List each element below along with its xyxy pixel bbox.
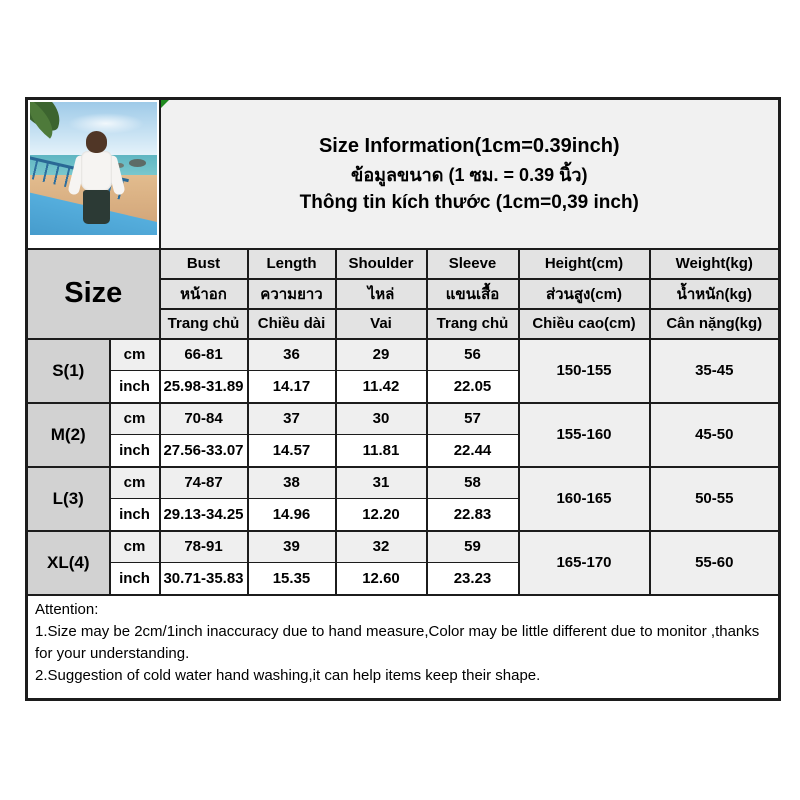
unit-cm-label: cm — [110, 339, 160, 371]
cell-l-weight: 50-55 — [650, 467, 780, 531]
header-shoulder-vi: Vai — [336, 309, 427, 339]
cell-s-sleeve-cm: 56 — [427, 339, 519, 371]
cell-m-shoulder-inch: 11.81 — [336, 435, 427, 467]
title-th: ข้อมูลขนาด (1 ซม. = 0.39 นิ้ว) — [351, 164, 588, 185]
header-shoulder-en: Shoulder — [336, 249, 427, 279]
cell-xl-bust-cm: 78-91 — [160, 531, 248, 563]
cell-xl-sleeve-cm: 59 — [427, 531, 519, 563]
title-en: Size Information(1cm=0.39inch) — [318, 134, 620, 157]
cell-xl-weight: 55-60 — [650, 531, 780, 595]
unit-cm-label: cm — [110, 467, 160, 499]
header-sleeve-en: Sleeve — [427, 249, 519, 279]
cell-s-bust-cm: 66-81 — [160, 339, 248, 371]
cell-l-shoulder-inch: 12.20 — [336, 499, 427, 531]
header-bust-vi: Trang chủ — [160, 309, 248, 339]
attention-line-1: 1.Size may be 2cm/1inch inaccuracy due to hand measure,Color may be little different due to monitor ,thanks for your understanding. — [35, 622, 760, 662]
header-weight-en: Weight(kg) — [650, 249, 780, 279]
cell-l-sleeve-cm: 58 — [427, 467, 519, 499]
cell-m-sleeve-inch: 22.44 — [427, 435, 519, 467]
cell-l-shoulder-cm: 31 — [336, 467, 427, 499]
header-length-vi: Chiều dài — [248, 309, 336, 339]
header-shoulder-th: ไหล่ — [336, 279, 427, 309]
cell-s-sleeve-inch: 22.05 — [427, 371, 519, 403]
unit-inch-label: inch — [110, 435, 160, 467]
header-bust-en: Bust — [160, 249, 248, 279]
size-label-xl: XL(4) — [27, 531, 110, 595]
header-bust-th: หน้าอก — [160, 279, 248, 309]
model-white-top — [81, 151, 113, 191]
cell-xl-length-inch: 15.35 — [248, 563, 336, 595]
title-vi: Thông tin kích thước (1cm=0,39 inch) — [299, 191, 639, 213]
cell-m-bust-cm: 70-84 — [160, 403, 248, 435]
unit-inch-label: inch — [110, 563, 160, 595]
cell-xl-bust-inch: 30.71-35.83 — [160, 563, 248, 595]
header-height-en: Height(cm) — [519, 249, 650, 279]
cell-s-shoulder-inch: 11.42 — [336, 371, 427, 403]
cell-xl-length-cm: 39 — [248, 531, 336, 563]
header-weight-vi: Cân nặng(kg) — [650, 309, 780, 339]
header-length-th: ความยาว — [248, 279, 336, 309]
unit-cm-label: cm — [110, 531, 160, 563]
cell-s-length-cm: 36 — [248, 339, 336, 371]
cell-xl-height: 165-170 — [519, 531, 650, 595]
title-cell — [160, 99, 780, 249]
size-chart-table — [25, 97, 781, 701]
unit-inch-label: inch — [110, 371, 160, 403]
cell-m-length-cm: 37 — [248, 403, 336, 435]
cell-m-bust-inch: 27.56-33.07 — [160, 435, 248, 467]
header-sleeve-th: แขนเสื้อ — [427, 279, 519, 309]
cell-m-height: 155-160 — [519, 403, 650, 467]
unit-inch-label: inch — [110, 499, 160, 531]
attention-line-2: 2.Suggestion of cold water hand washing,it can help items keep their shape. — [35, 667, 541, 685]
size-column-header: Size — [27, 249, 160, 339]
cell-m-shoulder-cm: 30 — [336, 403, 427, 435]
cell-m-length-inch: 14.57 — [248, 435, 336, 467]
attention-box — [27, 595, 780, 700]
cell-l-length-inch: 14.96 — [248, 499, 336, 531]
cell-s-weight: 35-45 — [650, 339, 780, 403]
photo-model — [30, 102, 157, 235]
model-hair — [86, 131, 108, 152]
header-height-vi: Chiều cao(cm) — [519, 309, 650, 339]
size-label-m: M(2) — [27, 403, 110, 467]
cell-s-height: 150-155 — [519, 339, 650, 403]
cell-m-weight: 45-50 — [650, 403, 780, 467]
size-label-s: S(1) — [27, 339, 110, 403]
cell-s-shoulder-cm: 29 — [336, 339, 427, 371]
model-pants — [83, 190, 110, 225]
header-sleeve-vi: Trang chủ — [427, 309, 519, 339]
attention-heading: Attention: — [35, 600, 99, 618]
header-length-en: Length — [248, 249, 336, 279]
header-weight-th: น้ำหนัก(kg) — [650, 279, 780, 309]
product-photo — [30, 102, 157, 235]
cell-s-length-inch: 14.17 — [248, 371, 336, 403]
product-photo-cell — [27, 99, 160, 249]
cell-xl-shoulder-cm: 32 — [336, 531, 427, 563]
unit-cm-label: cm — [110, 403, 160, 435]
cell-l-length-cm: 38 — [248, 467, 336, 499]
cell-l-height: 160-165 — [519, 467, 650, 531]
green-corner-marker-icon — [161, 100, 169, 108]
size-label-l: L(3) — [27, 467, 110, 531]
cell-xl-shoulder-inch: 12.60 — [336, 563, 427, 595]
cell-l-bust-inch: 29.13-34.25 — [160, 499, 248, 531]
header-height-th: ส่วนสูง(cm) — [519, 279, 650, 309]
cell-s-bust-inch: 25.98-31.89 — [160, 371, 248, 403]
cell-m-sleeve-cm: 57 — [427, 403, 519, 435]
cell-xl-sleeve-inch: 23.23 — [427, 563, 519, 595]
cell-l-sleeve-inch: 22.83 — [427, 499, 519, 531]
cell-l-bust-cm: 74-87 — [160, 467, 248, 499]
